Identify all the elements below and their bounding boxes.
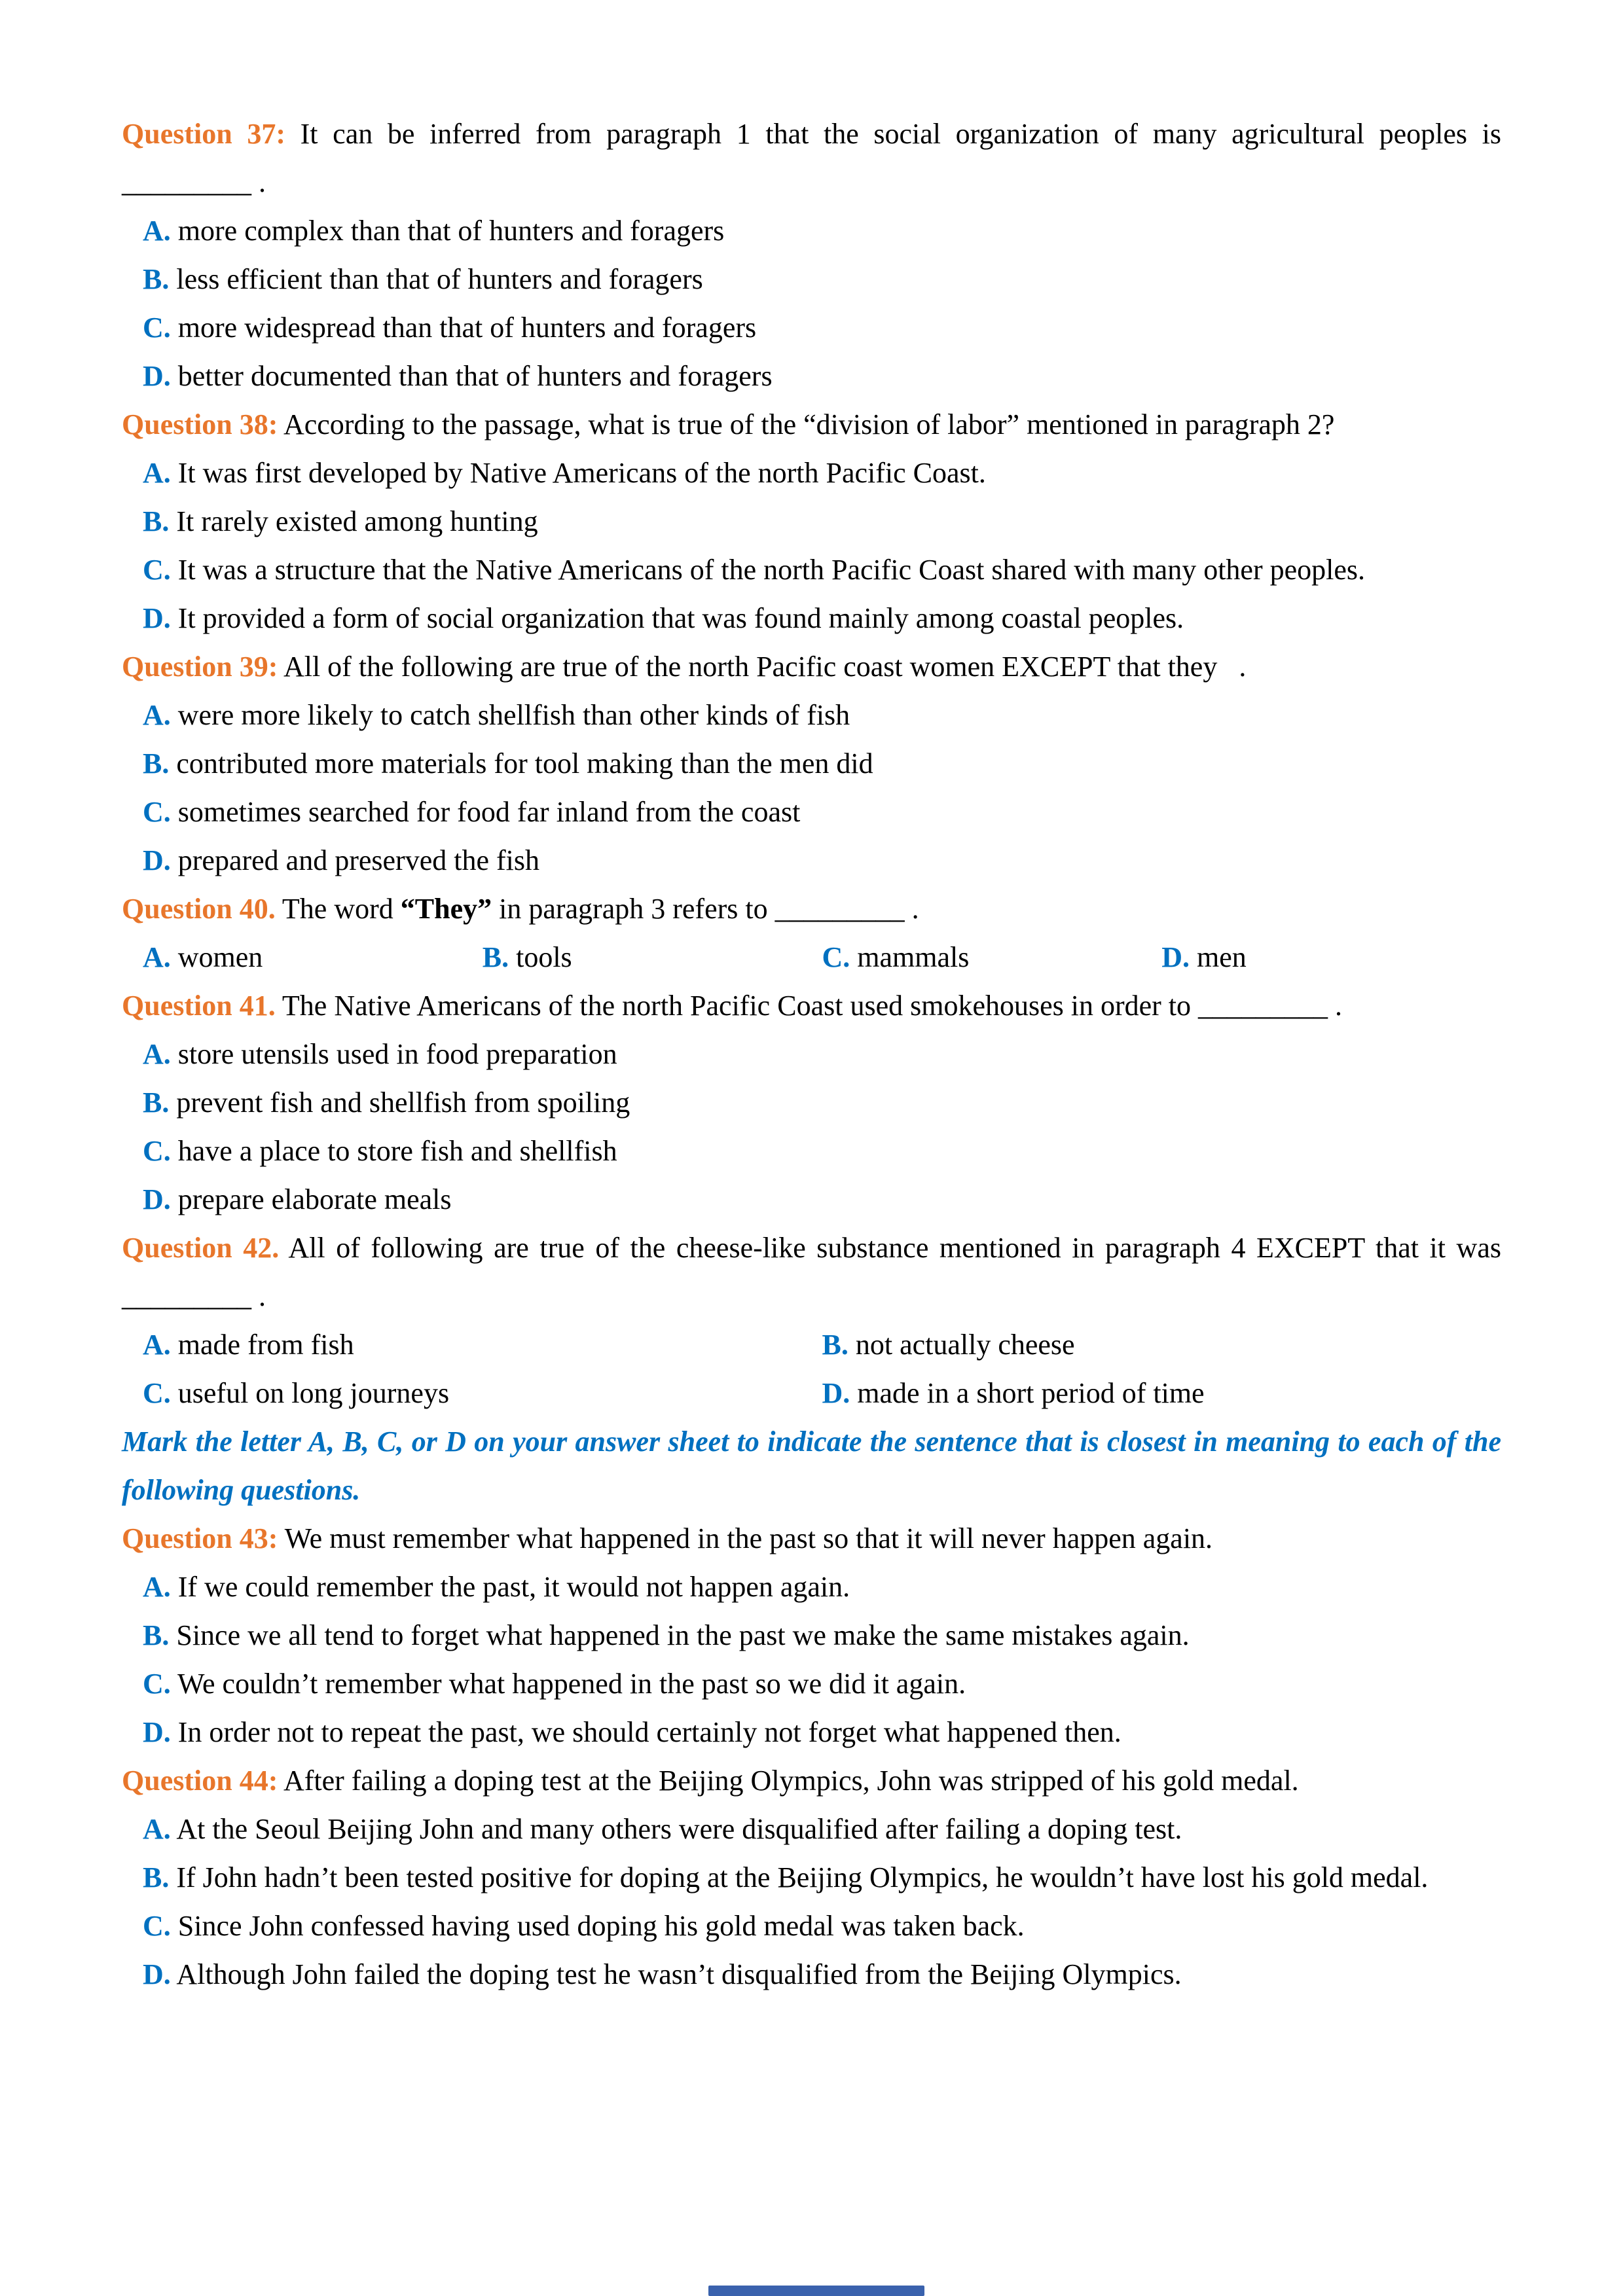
- option-text: We couldn’t remember what happened in the past so we did it again.: [177, 1668, 966, 1700]
- option-letter: D.: [1161, 941, 1190, 973]
- option-d: [822, 1369, 1502, 1418]
- option-letter: D.: [143, 1183, 171, 1215]
- option-letter: C.: [143, 1135, 171, 1167]
- option-d: [143, 594, 1501, 643]
- option-text: men: [1197, 941, 1247, 973]
- option-letter: C.: [143, 796, 171, 828]
- question-41: [122, 982, 1501, 1224]
- option-b: [143, 497, 1501, 546]
- option-b: [143, 1611, 1501, 1660]
- question-37: [122, 110, 1501, 401]
- question-text: The Native Americans of the north Pacific Coast used smokehouses in order to _________ .: [282, 990, 1343, 1022]
- option-c: [143, 546, 1501, 594]
- option-letter: A.: [143, 215, 171, 247]
- question-text: According to the passage, what is true of the “division of labor” mentioned in paragraph 2?: [283, 408, 1335, 440]
- option-text: If we could remember the past, it would not happen again.: [177, 1571, 850, 1603]
- option-text: mammals: [857, 941, 970, 973]
- option-b: [143, 1854, 1501, 1902]
- option-text: made from fish: [177, 1329, 354, 1361]
- option-letter: B.: [143, 505, 170, 537]
- question-number: Question 38:: [122, 408, 278, 440]
- question-number: Question 42.: [122, 1232, 280, 1264]
- option-letter: D.: [143, 844, 171, 876]
- option-text: less efficient than that of hunters and foragers: [176, 263, 703, 295]
- question-heading: [122, 1757, 1501, 1805]
- options-row: [143, 933, 1501, 982]
- option-letter: B.: [482, 941, 509, 973]
- question-heading: [122, 885, 1501, 933]
- option-c: [143, 1127, 1501, 1175]
- option-letter: A.: [143, 1813, 171, 1845]
- option-letter: A.: [143, 1038, 171, 1070]
- option-text: tools: [516, 941, 572, 973]
- question-text: After failing a doping test at the Beijing Olympics, John was stripped of his gold medal.: [283, 1765, 1299, 1797]
- option-letter: A.: [143, 1571, 171, 1603]
- option-letter: C.: [143, 1668, 171, 1700]
- option-letter: D.: [143, 1716, 171, 1748]
- question-number: Question 39:: [122, 651, 278, 683]
- option-letter: D.: [143, 602, 171, 634]
- option-letter: C.: [143, 1377, 171, 1409]
- option-d: [143, 1708, 1501, 1757]
- question-40: [122, 885, 1501, 982]
- option-a: [143, 933, 483, 982]
- option-letter: B.: [143, 1861, 170, 1893]
- option-text: better documented than that of hunters and foragers: [177, 360, 773, 392]
- option-letter: C.: [822, 941, 850, 973]
- question-heading: [122, 1224, 1501, 1321]
- option-c: [143, 1902, 1501, 1950]
- option-d: [1161, 933, 1501, 982]
- option-letter: B.: [143, 1086, 170, 1119]
- option-text: contributed more materials for tool making than the men did: [176, 747, 873, 780]
- option-text: were more likely to catch shellfish than other kinds of fish: [177, 699, 850, 731]
- option-letter: A.: [143, 457, 171, 489]
- option-c: [822, 933, 1162, 982]
- question-number: Question 37:: [122, 118, 285, 150]
- option-text: prevent fish and shellfish from spoiling: [176, 1086, 630, 1119]
- option-text: prepare elaborate meals: [177, 1183, 452, 1215]
- option-text: It provided a form of social organization that was found mainly among coastal peoples.: [177, 602, 1184, 634]
- option-b: [143, 740, 1501, 788]
- option-d: [143, 836, 1501, 885]
- option-d: [143, 352, 1501, 401]
- question-text-post: in paragraph 3 refers to _________ .: [492, 893, 919, 925]
- option-a: [143, 1805, 1501, 1854]
- option-b: [483, 933, 822, 982]
- option-letter: C.: [143, 312, 171, 344]
- option-text: sometimes searched for food far inland from the coast: [177, 796, 801, 828]
- option-letter: D.: [822, 1377, 850, 1409]
- question-number: Question 44:: [122, 1765, 278, 1797]
- option-text: In order not to repeat the past, we should certainly not forget what happened then.: [177, 1716, 1122, 1748]
- option-text: prepared and preserved the fish: [177, 844, 539, 876]
- option-a: [143, 449, 1501, 497]
- option-letter: B.: [822, 1329, 848, 1361]
- option-text: not actually cheese: [855, 1329, 1075, 1361]
- question-text: All of following are true of the cheese-like substance mentioned in paragraph 4 EXCEPT that it was _________ .: [122, 1232, 1501, 1312]
- option-text: Since John confessed having used doping his gold medal was taken back.: [177, 1910, 1025, 1942]
- option-text: It was a structure that the Native Americans of the north Pacific Coast shared with many other peoples.: [177, 554, 1366, 586]
- option-letter: A.: [143, 1329, 171, 1361]
- options-grid: [143, 1321, 1501, 1418]
- option-d: [143, 1175, 1501, 1224]
- option-d: [143, 1950, 1501, 1999]
- option-c: [143, 788, 1501, 836]
- question-heading: [122, 1515, 1501, 1563]
- option-b: [143, 1079, 1501, 1127]
- question-text: All of the following are true of the north Pacific coast women EXCEPT that they .: [283, 651, 1247, 683]
- question-number: Question 40.: [122, 893, 276, 925]
- question-keyword: “They”: [400, 893, 492, 925]
- option-text: Since we all tend to forget what happened in the past we make the same mistakes again.: [176, 1619, 1190, 1651]
- option-text: have a place to store fish and shellfish: [177, 1135, 617, 1167]
- question-39: [122, 643, 1501, 885]
- question-38: [122, 401, 1501, 643]
- question-42: [122, 1224, 1501, 1418]
- question-text: We must remember what happened in the past so that it will never happen again.: [284, 1522, 1213, 1554]
- option-text: women: [177, 941, 263, 973]
- option-a: [143, 1563, 1501, 1611]
- option-text: made in a short period of time: [857, 1377, 1205, 1409]
- question-number: Question 41.: [122, 990, 276, 1022]
- option-c: [143, 1660, 1501, 1708]
- option-letter: B.: [143, 263, 170, 295]
- footer-banner: [708, 2286, 924, 2296]
- option-b: [143, 255, 1501, 304]
- option-text: more complex than that of hunters and foragers: [177, 215, 725, 247]
- option-c: [143, 304, 1501, 352]
- option-a: [143, 1321, 822, 1369]
- option-text: store utensils used in food preparation: [177, 1038, 617, 1070]
- question-number: Question 43:: [122, 1522, 278, 1554]
- option-text: more widespread than that of hunters and foragers: [177, 312, 757, 344]
- option-text: Although John failed the doping test he wasn’t disqualified from the Beijing Olympics.: [176, 1958, 1182, 1990]
- option-text: It rarely existed among hunting: [176, 505, 538, 537]
- question-43: [122, 1515, 1501, 1757]
- option-letter: D.: [143, 360, 171, 392]
- option-letter: C.: [143, 1910, 171, 1942]
- option-a: [143, 691, 1501, 740]
- option-text: useful on long journeys: [177, 1377, 450, 1409]
- option-a: [143, 207, 1501, 255]
- section-instruction: Mark the letter A, B, C, or D on your answer sheet to indicate the sentence that is closest in meaning to each of the following questions.: [122, 1426, 1501, 1506]
- option-letter: A.: [143, 699, 171, 731]
- question-text-pre: The word: [282, 893, 401, 925]
- question-heading: [122, 982, 1501, 1030]
- question-text: It can be inferred from paragraph 1 that the social organization of many agricultural peoples is _________ .: [122, 118, 1501, 198]
- option-text: It was first developed by Native Americans of the north Pacific Coast.: [177, 457, 986, 489]
- option-c: [143, 1369, 822, 1418]
- question-44: [122, 1757, 1501, 1999]
- option-text: At the Seoul Beijing John and many others were disqualified after failing a doping test.: [176, 1813, 1182, 1845]
- option-letter: B.: [143, 747, 170, 780]
- question-heading: [122, 110, 1501, 207]
- option-a: [143, 1030, 1501, 1079]
- option-letter: D.: [143, 1958, 171, 1990]
- option-letter: B.: [143, 1619, 170, 1651]
- option-b: [822, 1321, 1502, 1369]
- option-text: If John hadn’t been tested positive for doping at the Beijing Olympics, he wouldn’t have lost his gold medal.: [176, 1861, 1429, 1893]
- question-heading: [122, 643, 1501, 691]
- question-heading: [122, 401, 1501, 449]
- option-letter: C.: [143, 554, 171, 586]
- option-letter: A.: [143, 941, 171, 973]
